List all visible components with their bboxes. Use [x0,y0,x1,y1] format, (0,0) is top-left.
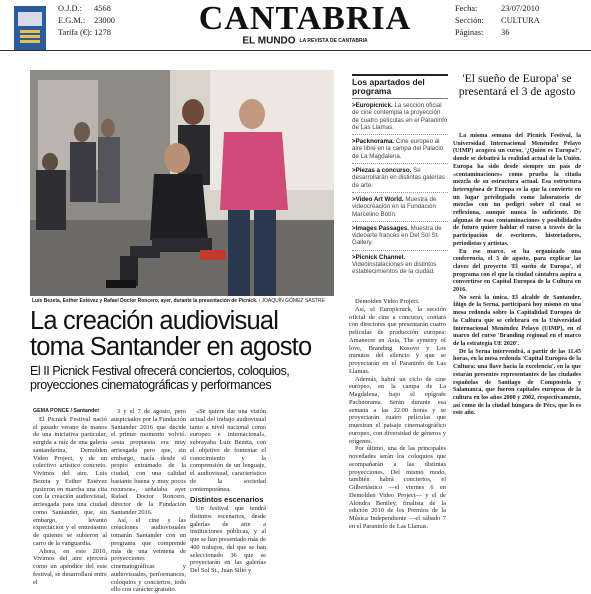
article-paragraph: El Picnick Festival nació el pasado verano de manos de una iniciativa particular, surgida a raíz de una galería santanderina, Demolden Video Project, y de un colectivo artístico concreto. Vivimos del aire. Luis Bezeta y Esther Estévez pusieron en marcha una cita con la creación audiovisual, arriesgada para una ciudad como Santander, que, sin embargo, levantó expectación y el entusiasmo de quienes se subieron al carro de la vanguardia. [33,416,107,548]
sidebar-item-text: Muestra de videoarte francés en Del Sol St. Gallery. [352,225,442,247]
masthead [185,2,425,47]
seccion-label: Sección: [455,15,501,27]
sidebar-item-name: >Video Art World. [352,196,404,203]
sidebar-item-text: Videoinstalaciones en distintos establecimientos de la ciudad. [352,261,437,275]
egm-label: E.G.M.: [58,15,94,27]
article-column-3 [190,408,266,575]
sidebar-item-text: Se desarrollarán en distintas galerías de arte. [352,167,445,189]
seccion-value: CULTURA [501,16,540,25]
photo-caption [32,298,342,304]
article-paragraph: Así, el cine y las creaciones audiovisuales tomarán Santander con un programa que comprende más de una veintena de proyecciones cinematográficas y audiovisuales, performances, coloquios y conciertos, todo ello con carácter gratuito. [111,517,186,594]
sidebar-item-text: La sección oficial de cine contempla la proyección de cuatro películas en el Paraninfo de Las Llamas. [352,102,447,131]
paginas-value: 36 [501,28,509,37]
article-subheadline: El II Picnick Festival ofrecerá conciertos, coloquios, proyecciones cinematográficas y performances [30,364,345,392]
clipping-logo [14,6,46,50]
sidebar-item-text: Cine europeo al aire libre en la campa del Palacio de La Magdalena. [352,138,443,160]
byline: GEMA PONCE / Santander [33,408,107,416]
tarifa-label: Tarifa (€): [58,28,92,37]
right-article-paragraph: En ese marco, se ha organizado una conferencia, el 3 de agosto, para explicar las claves del proyecto 'El sueño de Europa', el programa con el que la ciudad cántabra aspira a convertirse en Capital Europea de la Cultura en 2016. [453,249,581,295]
article-column-1 [33,408,107,586]
clip-metadata-left [58,3,115,39]
sidebar-item-name: >Images Passages. [352,225,409,232]
ojd-label: O.J.D.: [58,3,94,15]
sidebar-item [352,225,448,251]
article-paragraph: Demolden Video Project. [349,298,446,306]
right-article-body [453,133,581,418]
sidebar-item-text: Muestra de videocreación en la Fundación Marcelino Botín. [352,196,436,218]
masthead-title: CANTABRIA [185,2,425,36]
sidebar-item [352,196,448,222]
program-sidebar [352,74,448,282]
article-photo [30,70,334,296]
right-article-headline: 'El sueño de Europa' se presentará el 3 de agosto [453,72,581,97]
article-paragraph: 3 y el 7 de agosto, pero auspiciados por la Fundación Santander 2016 que decide el primer momento volvió. «esta propuesta era muy arriesgada pero que, sin embargo, nacía desde el propio entramado de la ciudad, con una calidad bastante buena y muy pocos recursos», señalaba ayer Rafael Doctor Roncero, director de la Fundación Santander 2016. [111,408,186,517]
article-paragraph: Así, el Europicnick, la sección oficial de cine a concurso, contará con directores que presentarán cuatro películas de producción europea: Amanecer en Asia, The symetry of love, Branding Kosovo y Los minutos del silencio y que se proyectarán en el Paraninfo de Las Llamas. [349,306,446,376]
masthead-tag: LA REVISTA DE CANTABRIA [300,38,368,44]
sidebar-item [352,138,448,164]
sidebar-item-name: >Piezas a concurso. [352,167,411,174]
header-rule [0,50,591,51]
article-column-2 [111,408,186,594]
sidebar-title: Los apartados del programa [352,74,448,99]
sidebar-item-name: >Europicnick. [352,102,393,109]
sidebar-item [352,167,448,193]
sidebar-item [352,254,448,279]
tarifa-value: 1278 [94,28,111,37]
sidebar-item [352,102,448,135]
article-paragraph: Por último, una de las principales novedades serán los coloquios que acompañarán a las distintas proyecciones. Del mismo modo, también habrá conciertos, el Gilbertástico —el viernes 6 en Demolden Video Project— y el de Alondra Bentley, finalista de la edición 2010 de los Premios de la Música Independiente —el sábado 7 en el Paraninfo de Las Llamas. [349,445,446,530]
paginas-label: Páginas: [455,27,501,39]
ojd-value: 4568 [94,4,111,13]
clip-metadata-right [455,3,540,39]
right-article-paragraph: La misma semana del Picnick Festival, la Universidad Internacional Menéndez Pelayo (UIMP) acogerá un curso, '¿Quién es Europa?', donde se debatirá la realidad actual de la Unión. Europa ha sido desde siempre un país de «contaminaciones» como prueba la citada mezcla de su estructura actual. Esa estructura heterogénea de Europa es la que la convierte en un lugar privilegiado como laboratorio de mezclas con un pedigrí sobre el cual se reflexiona, aunque nunca lo suficiente. De algunas de esas contaminaciones y posibilidades de futuro quiere hablar el curso a través de la participación de escritores, historiadores, periodistas y artistas. [453,133,581,249]
sidebar-item-name: >Picnick Channel. [352,254,405,261]
egm-value: 23000 [94,16,115,25]
sidebar-item-name: >Packnorama. [352,138,394,145]
right-article-paragraph: No será la única. El alcalde de Santander, Íñigo de la Serna, participará hoy mismo en una mesa redonda sobre la Capitalidad Europea de la Cultura que se celebrará en la Universidad Internacional Menéndez Pelayo (UIMP), en el marco del curso 'Branding regional en el marco de la estrategia UE 2020'. [453,295,581,349]
article-headline: La creación audiovisual toma Santander en agosto [30,308,330,360]
article-column-4 [349,298,446,531]
right-article-paragraph: De la Serna intervendrá, a partir de las 11.45 horas, en la mesa redonda 'Capital Europea de la Cultura: una llave hacia la excelencia', en la que estarán presentes representantes de las ciudades españolas de Santiago de Compostela y Salamanca, que fueron capitales europeas de la cultura en los años 2000 y 2002, respectivamente, así como de la ciudad húngara de Pécs, que lo es este año. [453,349,581,418]
fecha-label: Fecha: [455,3,501,15]
caption-credit: / JOAQUÍN GÓMEZ SASTRE [259,298,325,304]
fecha-value: 23/07/2010 [501,4,539,13]
section-subhead: Distintos escenarios [190,496,266,504]
article-paragraph: Un festival que tendrá distintos escenarios, desde galerías de arte a instituciones públicas, y al que se han presentado más de 400 trabajos, del que se han seleccionado 36 que se proyectarán en las galerías Del Sol St., Juan Silió y [190,505,266,575]
masthead-brand: EL MUNDO [242,36,295,47]
article-paragraph: Además, habrá un ciclo de cine europeo, en la campa de La Magdalena, bajo el epígrafe Pachnorama. Serán durante esa semana a las 22.00 horas y se proyectarán cuatro películas que muestran el paisaje cinematográfico europeo, con diversidad de géneros y orígenes. [349,376,446,446]
photo-illustration [30,70,334,296]
article-paragraph: «Se quiere dar una visión actual del trabajo audiovisual tanto a nivel nacional como europeo e internacional», subrayaba Luiz Bezeta, con el objetivo de fomentar el conocimiento y la comprensión de un lenguaje, el audiovisual, característico de la sociedad contemporánea. [190,408,266,493]
caption-text: Luis Bezeta, Esther Estévez y Rafael Doctor Roncero, ayer, durante la presentación de Picnick. [32,298,257,304]
article-paragraph: Ahora, en este 2010, Vivimos del aire ejercerá como un apéndice del este festival, se desarrollará entre el [33,548,107,587]
masthead-subtitle [185,36,425,47]
